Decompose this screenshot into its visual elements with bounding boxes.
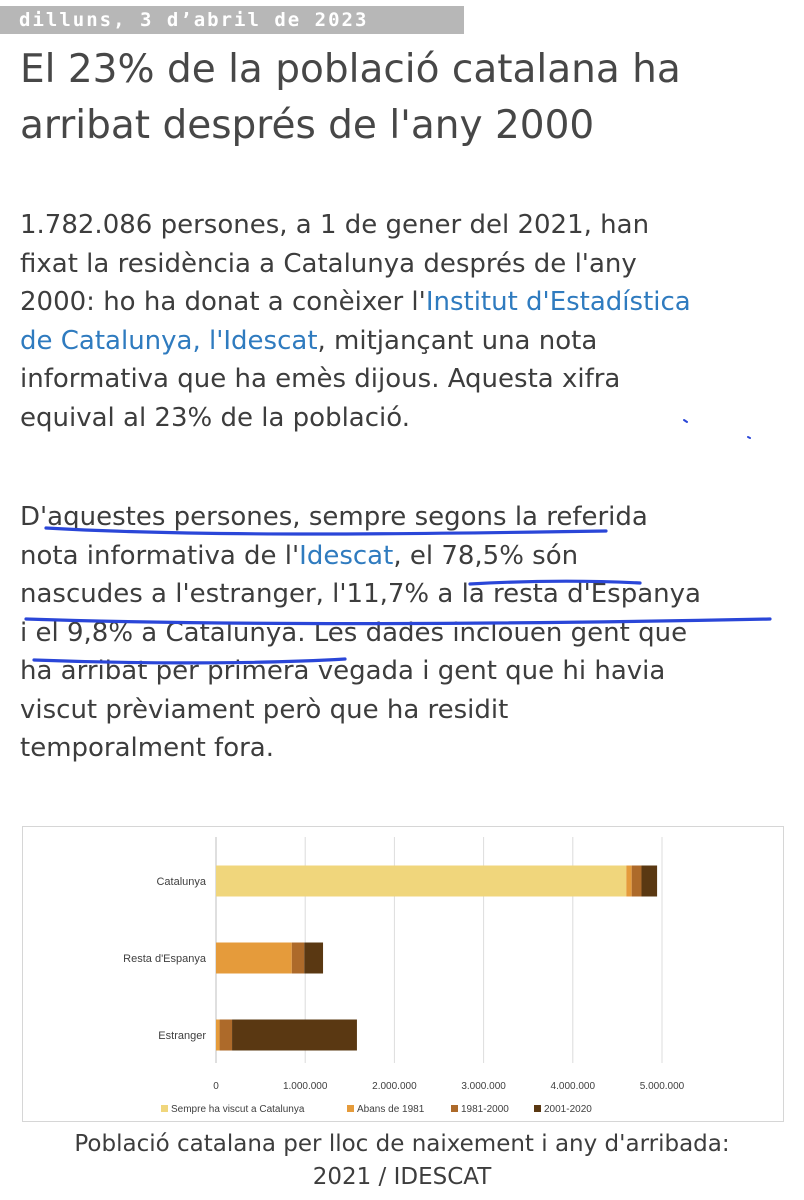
p2-line-7: temporalment fora.	[20, 733, 274, 763]
x-tick-label-4: 4.000.000	[550, 1081, 596, 1092]
stray-mark-2	[748, 437, 750, 438]
p1-line-6: equival al 23% de la població.	[20, 402, 410, 433]
p1-line-5: informativa que ha emès dijous. Aquesta xifra	[20, 364, 621, 394]
p2-line-5: ha arribat per primera vegada i gent que hi havia	[20, 656, 666, 686]
p1-line-2: fixat la residència a Catalunya després de l'any	[20, 248, 637, 279]
legend-label-3: 2001-2020	[544, 1104, 592, 1115]
bar-segment-1-2	[292, 943, 304, 974]
legend-label-0: Sempre ha viscut a Catalunya	[171, 1104, 305, 1115]
idescat-institute-link-part-1[interactable]: Institut d'Estadística	[425, 287, 691, 317]
p2-line-2: nota informativa de l'	[20, 540, 300, 571]
x-tick-label-1: 1.000.000	[282, 1081, 328, 1092]
bar-segment-2-1	[216, 1020, 220, 1051]
p1-line-3: 2000: ho ha donat a conèixer l'	[20, 287, 426, 317]
legend-swatch-1	[347, 1105, 354, 1112]
legend-swatch-3	[534, 1105, 541, 1112]
x-tick-label-5: 5.000.000	[639, 1081, 685, 1092]
headline-line-1: El 23% de la població catalana ha	[20, 47, 681, 92]
category-label-0: Catalunya	[156, 876, 206, 888]
p2-line-6: viscut prèviament però que ha residit	[20, 694, 509, 725]
article-headline	[20, 42, 790, 154]
x-tick-label-2: 2.000.000	[372, 1081, 417, 1092]
caption-line-2: 2021 / IDESCAT	[312, 1164, 492, 1190]
article-paragraph-1	[20, 206, 790, 437]
chart-caption	[0, 1128, 804, 1194]
idescat-link[interactable]: Idescat	[299, 540, 394, 571]
p2-line-2-end: , el 78,5% són	[393, 540, 579, 571]
article-paragraph-2	[20, 498, 790, 768]
headline-line-2: arribat després de l'any 2000	[20, 103, 595, 148]
date-banner: dilluns, 3 d’abril de 2023	[0, 6, 464, 34]
bar-segment-0-2	[632, 866, 642, 897]
legend-swatch-2	[451, 1105, 458, 1112]
p2-line-1: D'aquestes persones, sempre segons la referida	[20, 502, 648, 532]
caption-line-1: Població catalana per lloc de naixement i any d'arribada:	[74, 1131, 730, 1157]
category-label-1: Resta d'Espanya	[123, 953, 206, 965]
arrival-chart	[22, 826, 784, 1122]
category-label-2: Estranger	[158, 1030, 206, 1042]
p1-line-4: , mitjançant una nota	[317, 325, 598, 356]
legend-label-2: 1981-2000	[461, 1104, 509, 1115]
chart-canvas	[23, 827, 783, 1121]
legend-label-1: Abans de 1981	[357, 1104, 425, 1115]
x-tick-label-3: 3.000.000	[461, 1081, 506, 1092]
bar-segment-0-1	[626, 866, 631, 897]
x-tick-label-0: 0	[213, 1081, 219, 1092]
p2-line-3: nascudes a l'estranger, l'11,7% a la resta d'Espanya	[20, 579, 701, 609]
p1-line-1: 1.782.086 persones, a 1 de gener del 2021, han	[20, 210, 650, 240]
legend-swatch-0	[161, 1105, 168, 1112]
bar-segment-1-1	[216, 943, 292, 974]
bar-segment-0-0	[216, 866, 626, 897]
bar-segment-1-3	[304, 943, 323, 974]
bar-segment-2-3	[232, 1020, 357, 1051]
p2-line-4: i el 9,8% a Catalunya. Les dades inclouen gent que	[20, 617, 688, 648]
bar-segment-2-2	[220, 1020, 232, 1051]
idescat-institute-link-part-2[interactable]: de Catalunya, l'Idescat	[20, 325, 318, 356]
bar-segment-0-3	[641, 866, 657, 897]
